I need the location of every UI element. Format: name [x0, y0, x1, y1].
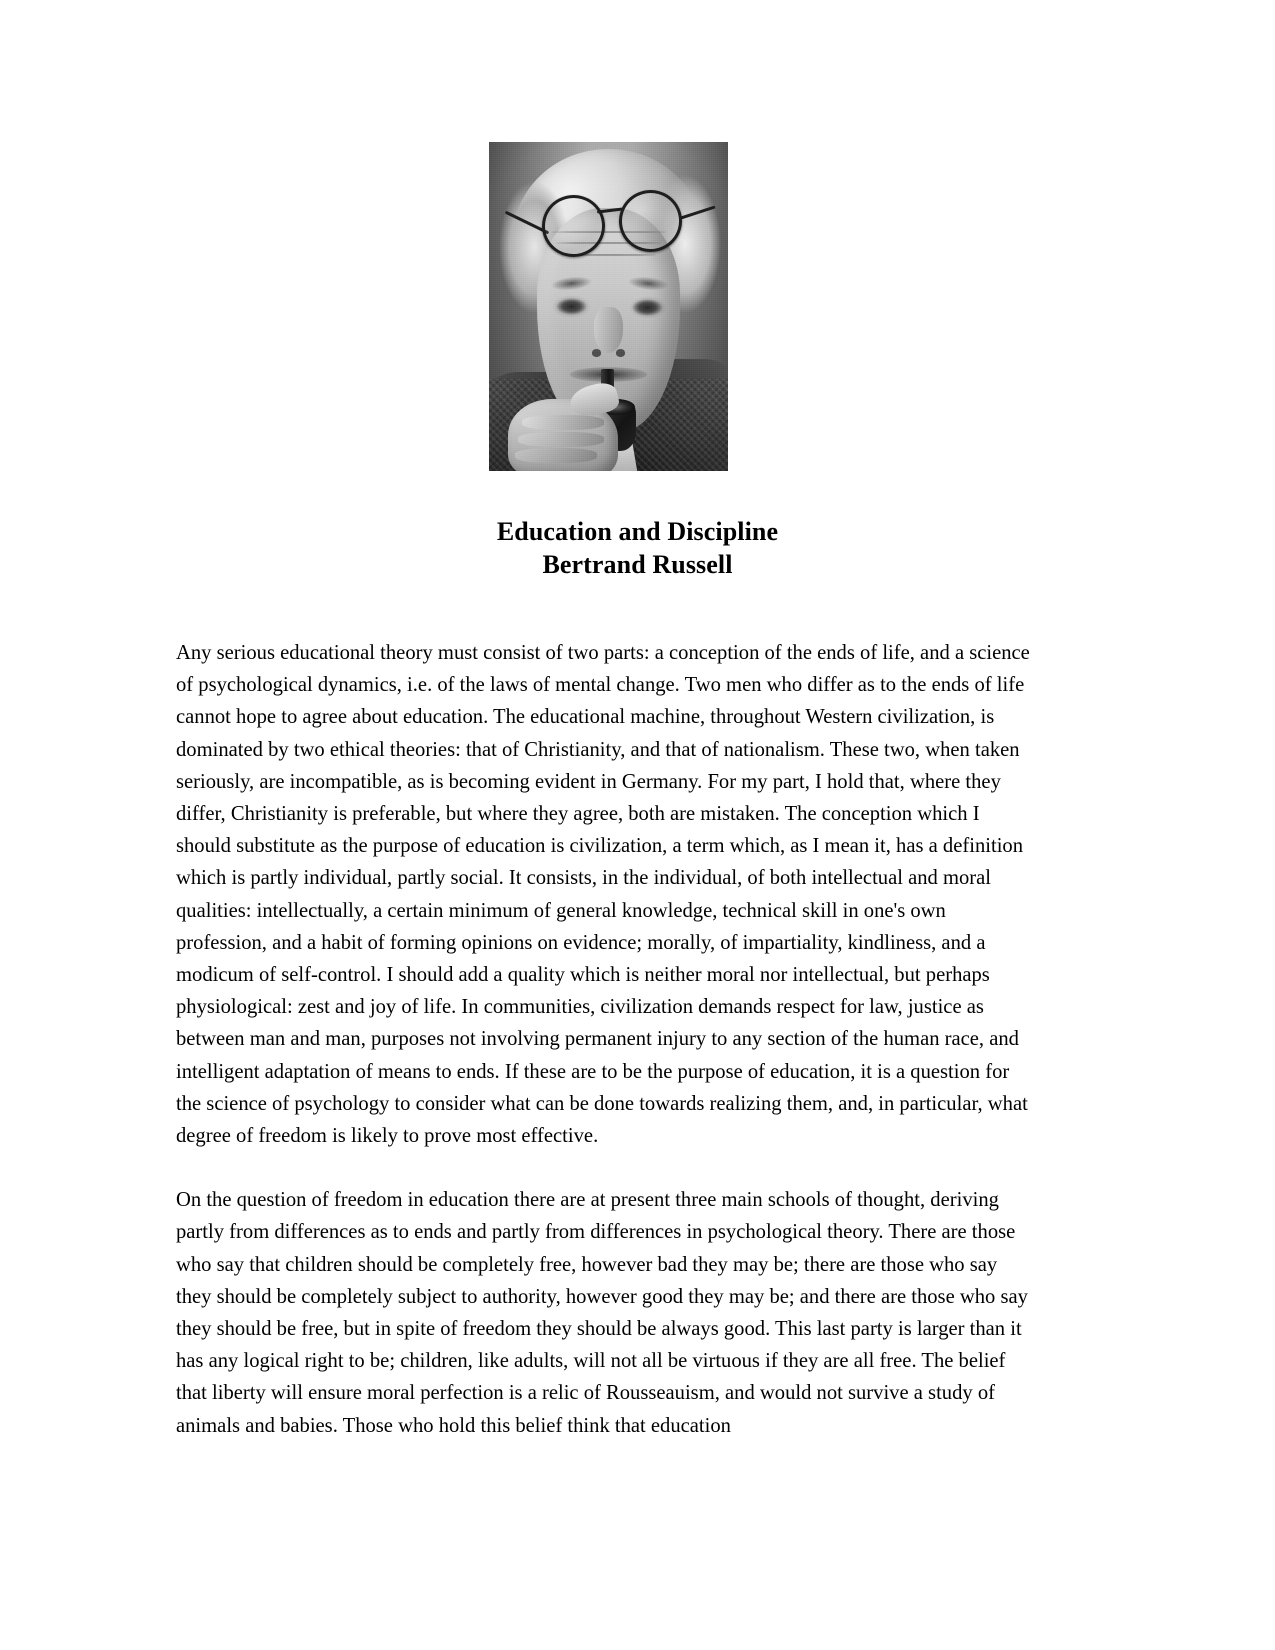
- body-paragraph: On the question of freedom in education there are at present three main schools of thought, deriving partly from differences as to ends and partly from differences in psychological theory. There are those who say that children should be completely free, however bad they may be; there are those who say they should be completely subject to authority, however good they may be; and there are those who say they should be free, but in spite of freedom they should be always good. This last party is larger than it has any logical right to be; children, like adults, will not all be virtuous if they are all free. The belief that liberty will ensure moral perfection is a relic of Rousseauism, and would not survive a study of animals and babies. Those who hold this belief think that education: [176, 1189, 1034, 1437]
- title-block: [0, 515, 1275, 581]
- body-paragraph: Any serious educational theory must consist of two parts: a conception of the ends of life, and a science of psychological dynamics, i.e. of the laws of mental change. Two men who differ as to the ends of life cannot hope to agree about education. The educational machine, throughout Western civilization, is dominated by two ethical theories: that of Christianity, and that of nationalism. These two, when taken seriously, are incompatible, as is becoming evident in Germany. For my part, I hold that, where they differ, Christianity is preferable, but where they agree, both are mistaken. The conception which I should substitute as the purpose of education is civilization, a term which, as I mean it, has a definition which is partly individual, partly social. It consists, in the individual, of both intellectual and moral qualities: intellectually, a certain minimum of general knowledge, technical skill in one's own profession, and a habit of forming opinions on evidence; morally, of impartiality, kindliness, and a modicum of self-control. I should add a quality which is neither moral nor intellectual, but perhaps physiological: zest and joy of life. In communities, civilization demands respect for law, justice as between man and man, purposes not involving permanent injury to any section of the human race, and intelligent adaptation of means to ends. If these are to be the purpose of education, it is a question for the science of psychology to consider what can be done towards realizing them, and, in particular, what degree of freedom is likely to prove most effective.: [176, 642, 1035, 1148]
- photo-canvas: [489, 142, 728, 471]
- document-title: Education and Discipline: [496, 517, 779, 546]
- photo-vignette: [489, 142, 728, 471]
- document-body: [176, 637, 1036, 1442]
- portrait-image: [489, 142, 728, 471]
- author-portrait-photo: [489, 142, 728, 471]
- document-author: Bertrand Russell: [542, 550, 733, 579]
